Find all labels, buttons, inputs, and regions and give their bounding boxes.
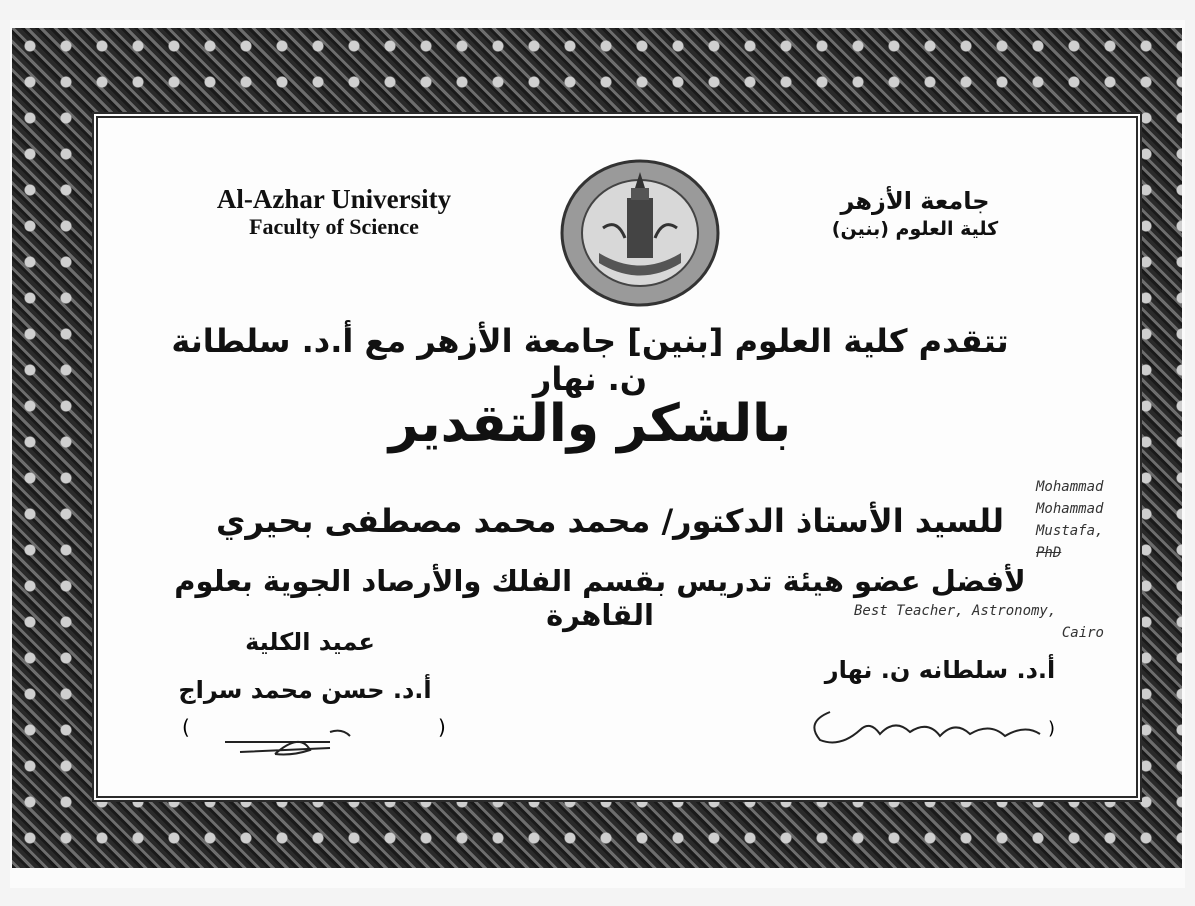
english-faculty-name: Faculty of Science [249,214,419,239]
annotation-line: Best Teacher, Astronomy, [854,603,1057,619]
svg-text:): ) [438,715,446,739]
handwritten-role-annotation [854,600,1124,644]
arabic-university-name: جامعة الأزهر [840,187,990,215]
dean-signature [180,712,450,762]
dean-name: أ.د. حسن محمد سراج [178,676,432,704]
certificate-title: بالشكر والتقدير [388,394,792,454]
arabic-faculty-name: كلية العلوم (بنين) [831,218,999,240]
annotation-line: PhD [1036,545,1062,561]
recipient-line: للسيد الأستاذ الدكتور/ محمد محمد مصطفى بحيري [215,502,1005,540]
annotation-line: Mustafa, [1036,523,1104,539]
arabic-header [800,186,1030,242]
dean-title: عميد الكلية [245,628,375,656]
award-reason-line: لأفضل عضو هيئة تدريس بقسم الفلك والأرصاد الجوية بعلوم القاهرة [174,564,1026,632]
english-header [204,184,464,240]
university-seal-icon [559,158,721,308]
english-university-name: Al-Azhar University [216,184,452,214]
handwritten-name-annotation [1036,476,1146,564]
svg-text:): ) [1048,718,1056,739]
honoree-signature [800,700,1060,750]
presentation-line: تتقدم كلية العلوم [بنين] جامعة الأزهر مع أ.د. سلطانة ن. نهار [171,322,1009,398]
annotation-line: Cairo [1061,625,1104,641]
svg-text:(: ( [182,715,190,739]
annotation-line: Mohammad [1036,501,1104,517]
honoree-name: أ.د. سلطانه ن. نهار [824,656,1056,684]
annotation-line: Mohammad [1036,479,1104,495]
